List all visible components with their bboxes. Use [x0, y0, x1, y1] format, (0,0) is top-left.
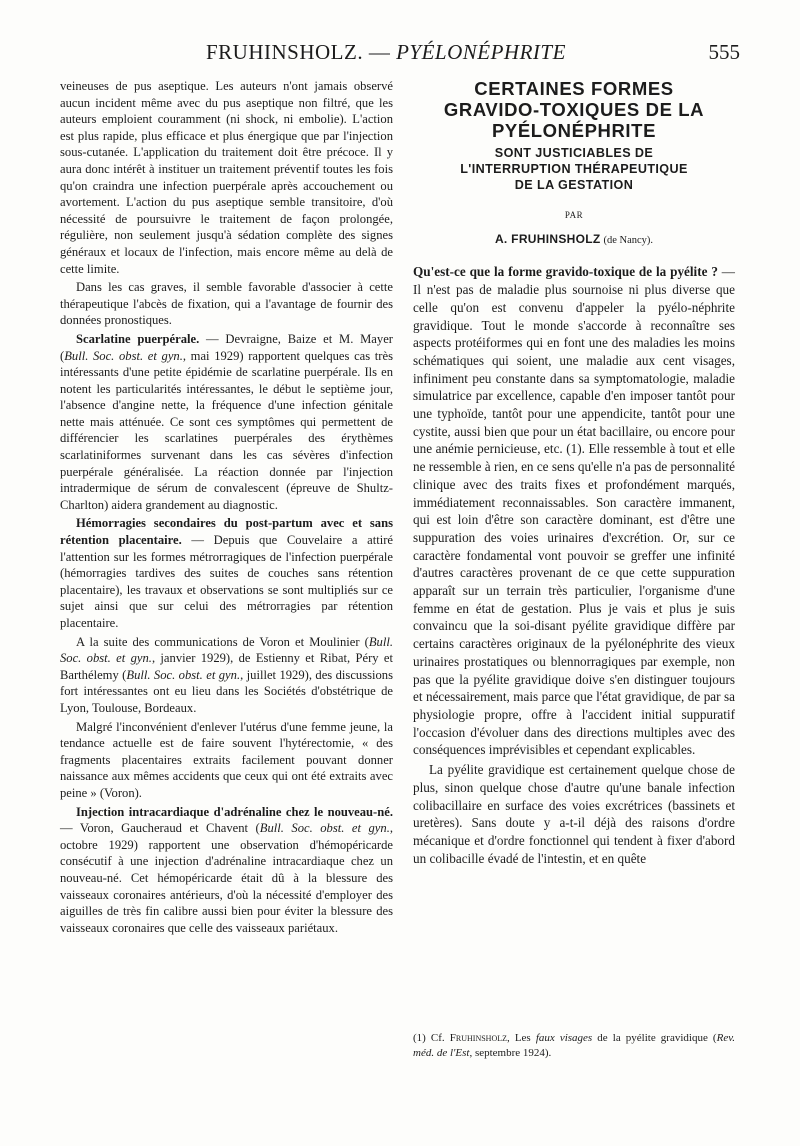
citation: Bull. Soc. obst. et gyn.: [64, 348, 183, 363]
running-title: [206, 40, 566, 65]
article-title: [413, 78, 735, 141]
left-paragraph-6: Malgré l'inconvénient d'enlever l'utérus d'une femme jeune, la tendance actuelle est de faire souvent l'hytérectomie, « des fragments placentaires extraits facilement pouvant donner naissance aux mêmes accidents que ceux qui ont été extraits avec peine » (Voron).: [60, 719, 393, 800]
right-paragraph-2: La pyélite gravidique est certainement quelque chose de plus, sinon quelque chose d'autre qu'une banale infection colibacillaire en surface des voies excrétrices (bassinets et uretères). Sans doute y a-t-il déjà des raisons d'ordre mécanique et d'ordre fonctionnel qui tendent à fixer d'abord un colibacille évadé de l'intestin, et en quête: [413, 762, 735, 866]
running-head: [60, 40, 740, 68]
citation: Bull. Soc. obst. et gyn.: [60, 634, 393, 666]
text-run: A la suite des communications de Voron et Moulinier (: [76, 634, 369, 649]
running-head-separator: —: [368, 40, 391, 64]
article-title-line: GRAVIDO-TOXIQUES DE LA: [443, 99, 705, 120]
footnote-mark: (1) Cf.: [413, 1032, 445, 1044]
text-run: , mai 1929) rapportent quelques cas très intéressants d'une petite épidémie de scarlatine puerpérale. Ils en notent les particularités intéressantes, le début le septième jour, l'absence d'angine nette, la fréquence d'une infection génitale nette mais atténuée. Ce sont ces symptômes qui permettent de différencier les scarlatines puerpérales des érythèmes scarlatiniformes survenant dans les cas sévères d'infection puerpérale généralisée. La réaction donnée par l'injection intradermique de sérum de convalescent (épreuve de Shultz-Charlton) aidera grandement au diagnostic.: [60, 348, 393, 512]
scarlatine-heading: Scarlatine puerpérale.: [76, 331, 200, 346]
text-run: , janvier 1929), de Estienny et Ribat, Péry et Barthélemy (: [60, 651, 394, 682]
running-head-author: FRUHINSHOLZ.: [206, 40, 364, 64]
article-author: A. FRUHINSHOLZ: [494, 231, 601, 246]
lead-question: Qu'est-ce que la forme gravido-toxique de la pyélite ?: [413, 264, 718, 280]
article-subtitle-line: SONT JUSTICIABLES DE: [494, 146, 654, 160]
text-run: de la pyélite gravidique (: [592, 1032, 717, 1044]
right-column: [413, 78, 735, 867]
text-run: — Il n'est pas de maladie plus sournoise ni plus diverse que celle qu'on est convenu d'appeler la pyélo-néphrite gravidique. Tout le monde s'accorde à reconnaître ses aspects protéiformes qui en font une des maladies les moins schématiques qui soient, une maladie aux cent visages, infiniment peu constante dans sa symptomatologie, maladie simulatrice par excellence, capable d'en imposer tantôt pour une typhoïde, tantôt pour une appendicite, tantôt pour une cystite, aussi bien que pour un état bacillaire, ou encore pour une anémie pernicieuse, etc. (1). Elle ressemble à tout et elle ne ressemble à rien, en ce sens qu'elle n'a pas de personnalité clinique avec des traits fixes et profondément marqués, immédiatement reconnaissables. Son caractère immanent, qui est loin d'être son caractère dominant, est d'être une suppuration des voies urinaires d'excrétion. Or, sur ce caractère fondamental vont pouvoir se greffer une infinité d'autres caractères provenant de ce que cette suppuration apparaît sur un terrain très particulier, l'organisme d'une femme en état de gestation. Plus je vais et plus je suis convaincu que la soi-disant pyélite gravidique diffère par certains caractères originaux de la pyélonéphrite des vieux urinaires prostatiques ou blennorragiques par exemple, non pas que la pyélite gravidique doive s'en distinguer toujours et nécessairement, mais parce que l'état gravidique, de par sa physiologie propre, offre à l'accident initial suppuratif l'occasion d'évoluer dans des directions multiples avec des conséquences imprévisibles et cependant explicables.: [413, 264, 735, 758]
left-paragraph-7: [60, 804, 393, 937]
citation: Bull. Soc. obst. et gyn.: [259, 821, 390, 836]
text-run: , juillet 1929), des discussions fort intéressantes ont eu lieu dans les Sociétés d'obstétrique de Lyon, Toulouse, Bordeaux.: [60, 667, 394, 715]
running-head-subject: PYÉLONÉPHRITE: [396, 40, 566, 64]
footnote: [413, 1031, 735, 1061]
article-location: (de Nancy).: [603, 234, 654, 246]
text-run: , Les: [507, 1032, 536, 1044]
footnote-author: Fruhinsholz: [449, 1032, 507, 1044]
footnote-journal: Rev. méd. de l'Est: [413, 1032, 736, 1059]
right-paragraph-1: [413, 263, 735, 759]
injection-heading: Injection intracardiaque d'adrénaline chez le nouveau-né.: [76, 804, 393, 819]
left-paragraph-1: veineuses de pus aseptique. Les auteurs n'ont jamais observé aucun incident même avec du pus aseptique non filtré, que les auteurs emploient couramment (ni shock, ni embolie). L'action est plus rapide, plus efficace et plus énergique que par l'injection sous-cutanée. L'application du traitement doit être précoce. Il y aura donc intérêt à instituer un traitement préventif toutes les fois qu'on craindra une infection puerpérale après accouchement ou avortement. L'action du pus aseptique semble transitoire, d'où nécessité de poursuivre le traitement de façon prolongée, régulière, non seulement jusqu'à sédation complète des signes généraux et locaux de l'infection, mais encore même au delà de cette limite.: [60, 79, 393, 276]
text-run: , septembre 1924).: [469, 1047, 552, 1059]
article-subtitle: [413, 145, 735, 193]
citation: Bull. Soc. obst. et gyn.: [126, 667, 241, 682]
text-run: , octobre 1929) rapportent une observation d'hémopéricarde consécutif à une injection d'adrénaline intracardiaque chez un nouveau-né. Cet hémopéricarde était dû à la blessure des vaisseaux coronaires antérieurs, d'où la nécessité d'employer des aiguilles de très fin calibre aussi bien pour éviter la blessure des vaisseaux coronaires que celle des vaisseaux pariétaux.: [60, 821, 394, 935]
article-par: PAR: [564, 210, 584, 220]
article-subtitle-line: DE LA GESTATION: [514, 178, 634, 192]
footnote-title: faux visages: [535, 1032, 593, 1044]
article-title-line: PYÉLONÉPHRITE: [491, 120, 657, 141]
text-run: — Depuis que Couvelaire a attiré l'attention sur les formes métrorragiques de l'infection puerpérale (hémorragies tardives des suites de couches sans rétention placentaire), les travaux et observations se sont multipliés sur ce sujet ainsi que sur celui des métrorragies par rétention placentaire.: [60, 533, 393, 630]
page-number: 555: [708, 40, 740, 64]
article-subtitle-line: L'INTERRUPTION THÉRAPEUTIQUE: [460, 162, 688, 176]
left-paragraph-2: Dans les cas graves, il semble favorable d'associer à cette thérapeutique l'abcès de fixation, qui a l'avantage de fournir des données pronostiques.: [60, 280, 393, 328]
left-column: [60, 78, 393, 936]
article-title-line: CERTAINES FORMES: [474, 78, 674, 99]
left-paragraph-3: [60, 331, 393, 514]
hemorragies-heading: Hémorragies secondaires du post-partum avec et sans rétention placentaire.: [60, 516, 393, 548]
left-paragraph-5: [60, 634, 393, 717]
article-byline: [413, 231, 735, 250]
text-run: — Voron, Gaucheraud et Chavent (: [60, 821, 260, 836]
left-paragraph-4: [60, 515, 393, 631]
text-run: — Devraigne, Baize et M. Mayer (: [60, 331, 393, 363]
